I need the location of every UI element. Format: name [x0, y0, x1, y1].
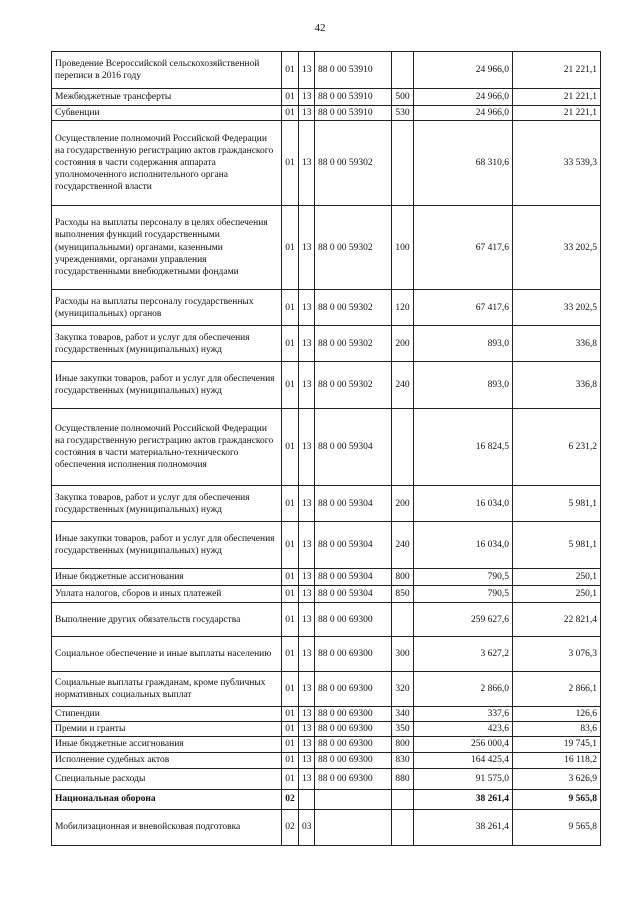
table-row: [52, 52, 601, 89]
row-amount-actual: 9 565,8: [513, 809, 601, 845]
row-name: Социальные выплаты гражданам, кроме публичных нормативных социальных выплат: [52, 672, 282, 707]
row-amount-plan: 16 034,0: [414, 486, 513, 522]
row-target-code: 88 0 00 59304: [315, 409, 392, 486]
row-amount-actual: 21 221,1: [513, 106, 601, 121]
table-row: [52, 722, 601, 737]
row-amount-actual: 250,1: [513, 586, 601, 603]
row-amount-plan: 16 034,0: [414, 522, 513, 569]
row-amount-actual: 21 221,1: [513, 52, 601, 89]
row-amount-plan: 24 966,0: [414, 52, 513, 89]
table-row: [52, 637, 601, 672]
row-amount-plan: 24 966,0: [414, 89, 513, 106]
row-section: 02: [282, 789, 299, 809]
row-amount-actual: 33 202,5: [513, 206, 601, 290]
row-target-code: 88 0 00 59302: [315, 290, 392, 326]
row-subsection: 13: [299, 722, 315, 737]
table-row: [52, 290, 601, 326]
row-section: 01: [282, 89, 299, 106]
row-target-code: 88 0 00 59304: [315, 486, 392, 522]
row-expense-type: 880: [392, 768, 414, 789]
row-name: Закупка товаров, работ и услуг для обеспечения государственных (муниципальных) нужд: [52, 326, 282, 362]
row-amount-plan: 68 310,6: [414, 121, 513, 206]
row-expense-type: [392, 121, 414, 206]
row-expense-type: [392, 52, 414, 89]
table-row: [52, 768, 601, 789]
row-target-code: 88 0 00 69300: [315, 637, 392, 672]
row-amount-actual: 5 981,1: [513, 522, 601, 569]
row-subsection: 13: [299, 106, 315, 121]
table-row: [52, 362, 601, 409]
row-subsection: 13: [299, 362, 315, 409]
row-subsection: 13: [299, 637, 315, 672]
row-target-code: [315, 789, 392, 809]
row-amount-actual: 21 221,1: [513, 89, 601, 106]
row-name: Осуществление полномочий Российской Федерации на государственную регистрацию актов гражданского состояния в части материально-технического обеспечения исполнения полномочия: [52, 409, 282, 486]
row-section: 01: [282, 522, 299, 569]
row-amount-plan: 38 261,4: [414, 809, 513, 845]
row-section: 01: [282, 586, 299, 603]
row-amount-plan: 67 417,6: [414, 290, 513, 326]
row-name: Исполнение судебных актов: [52, 752, 282, 768]
row-section: 01: [282, 409, 299, 486]
row-expense-type: [392, 809, 414, 845]
row-amount-plan: 893,0: [414, 326, 513, 362]
row-name: Иные бюджетные ассигнования: [52, 737, 282, 752]
row-expense-type: 500: [392, 89, 414, 106]
row-amount-actual: 6 231,2: [513, 409, 601, 486]
row-expense-type: 240: [392, 522, 414, 569]
row-amount-plan: 24 966,0: [414, 106, 513, 121]
row-expense-type: 340: [392, 707, 414, 722]
row-name: Закупка товаров, работ и услуг для обеспечения государственных (муниципальных) нужд: [52, 486, 282, 522]
row-section: 01: [282, 569, 299, 586]
row-name: Иные бюджетные ассигнования: [52, 569, 282, 586]
row-name: Социальное обеспечение и иные выплаты населению: [52, 637, 282, 672]
row-amount-actual: 2 866,1: [513, 672, 601, 707]
row-amount-actual: 336,8: [513, 362, 601, 409]
row-target-code: 88 0 00 69300: [315, 768, 392, 789]
row-expense-type: [392, 789, 414, 809]
row-amount-plan: 91 575,0: [414, 768, 513, 789]
row-section: 01: [282, 121, 299, 206]
row-amount-plan: 16 824,5: [414, 409, 513, 486]
row-section: 01: [282, 326, 299, 362]
row-section: 01: [282, 672, 299, 707]
row-name: Расходы на выплаты персоналу в целях обеспечения выполнения функций государственными (муниципальными) органами, казенными учреждениями, органами управления государственными внебюджетными фондами: [52, 206, 282, 290]
row-expense-type: 300: [392, 637, 414, 672]
row-target-code: 88 0 00 59302: [315, 206, 392, 290]
row-target-code: 88 0 00 69300: [315, 707, 392, 722]
row-target-code: 88 0 00 59302: [315, 121, 392, 206]
row-target-code: 88 0 00 53910: [315, 52, 392, 89]
row-subsection: 13: [299, 52, 315, 89]
row-name: Иные закупки товаров, работ и услуг для обеспечения государственных (муниципальных) нужд: [52, 362, 282, 409]
row-target-code: 88 0 00 53910: [315, 106, 392, 121]
row-target-code: 88 0 00 69300: [315, 722, 392, 737]
row-target-code: [315, 809, 392, 845]
row-section: 01: [282, 707, 299, 722]
row-amount-plan: 423,6: [414, 722, 513, 737]
table-row: [52, 206, 601, 290]
table-row: [52, 752, 601, 768]
row-expense-type: [392, 603, 414, 637]
row-name: Проведение Всероссийской сельскохозяйственной переписи в 2016 году: [52, 52, 282, 89]
row-expense-type: 850: [392, 586, 414, 603]
row-subsection: 13: [299, 707, 315, 722]
row-subsection: 13: [299, 89, 315, 106]
table-row: [52, 737, 601, 752]
row-target-code: 88 0 00 53910: [315, 89, 392, 106]
row-subsection: 13: [299, 522, 315, 569]
row-name: Расходы на выплаты персоналу государственных (муниципальных) органов: [52, 290, 282, 326]
row-section: 01: [282, 722, 299, 737]
row-expense-type: 120: [392, 290, 414, 326]
row-amount-actual: 16 118,2: [513, 752, 601, 768]
row-target-code: 88 0 00 59302: [315, 326, 392, 362]
row-amount-plan: 256 000,4: [414, 737, 513, 752]
table-row: [52, 486, 601, 522]
row-section: 02: [282, 809, 299, 845]
table-row: [52, 121, 601, 206]
row-amount-actual: 126,6: [513, 707, 601, 722]
row-section: 01: [282, 362, 299, 409]
table-row: [52, 522, 601, 569]
row-expense-type: 800: [392, 569, 414, 586]
row-amount-plan: 2 866,0: [414, 672, 513, 707]
row-subsection: 13: [299, 290, 315, 326]
row-amount-plan: 259 627,6: [414, 603, 513, 637]
row-subsection: 13: [299, 672, 315, 707]
row-amount-plan: 790,5: [414, 569, 513, 586]
row-amount-actual: 19 745,1: [513, 737, 601, 752]
row-name: Уплата налогов, сборов и иных платежей: [52, 586, 282, 603]
row-section: 01: [282, 486, 299, 522]
row-target-code: 88 0 00 69300: [315, 672, 392, 707]
row-amount-plan: 38 261,4: [414, 789, 513, 809]
row-amount-plan: 67 417,6: [414, 206, 513, 290]
row-expense-type: 530: [392, 106, 414, 121]
row-amount-plan: 3 627,2: [414, 637, 513, 672]
table-row: [52, 106, 601, 121]
row-amount-plan: 790,5: [414, 586, 513, 603]
row-subsection: 13: [299, 486, 315, 522]
row-amount-actual: 3 626,9: [513, 768, 601, 789]
table-row: [52, 707, 601, 722]
row-subsection: 13: [299, 121, 315, 206]
row-subsection: 03: [299, 809, 315, 845]
row-target-code: 88 0 00 69300: [315, 603, 392, 637]
row-subsection: 13: [299, 409, 315, 486]
table-row: [52, 89, 601, 106]
row-amount-actual: 22 821,4: [513, 603, 601, 637]
row-target-code: 88 0 00 59304: [315, 522, 392, 569]
row-section: 01: [282, 637, 299, 672]
row-amount-plan: 337,6: [414, 707, 513, 722]
row-section: 01: [282, 206, 299, 290]
row-target-code: 88 0 00 59302: [315, 362, 392, 409]
row-section: 01: [282, 768, 299, 789]
row-name: Осуществление полномочий Российской Федерации на государственную регистрацию актов гражданского состояния в части содержания аппарата уполномоченного исполнительного органа государственной власти: [52, 121, 282, 206]
row-amount-plan: 164 425,4: [414, 752, 513, 768]
row-section: 01: [282, 52, 299, 89]
row-section: 01: [282, 106, 299, 121]
row-name: Субвенции: [52, 106, 282, 121]
row-target-code: 88 0 00 59304: [315, 569, 392, 586]
row-expense-type: 240: [392, 362, 414, 409]
row-expense-type: 350: [392, 722, 414, 737]
row-expense-type: 200: [392, 486, 414, 522]
row-amount-actual: 3 076,3: [513, 637, 601, 672]
row-name: Стипендии: [52, 707, 282, 722]
table-row: [52, 569, 601, 586]
row-section: 01: [282, 752, 299, 768]
row-subsection: 13: [299, 326, 315, 362]
row-name: Иные закупки товаров, работ и услуг для обеспечения государственных (муниципальных) нужд: [52, 522, 282, 569]
row-subsection: 13: [299, 768, 315, 789]
row-amount-plan: 893,0: [414, 362, 513, 409]
row-section: 01: [282, 290, 299, 326]
row-subsection: 13: [299, 737, 315, 752]
row-name: Национальная оборона: [52, 789, 282, 809]
row-amount-actual: 83,6: [513, 722, 601, 737]
page-number: 42: [314, 22, 326, 34]
table-row: [52, 789, 601, 809]
table-row: [52, 672, 601, 707]
row-amount-actual: 336,8: [513, 326, 601, 362]
row-expense-type: 800: [392, 737, 414, 752]
row-amount-actual: 33 539,3: [513, 121, 601, 206]
row-target-code: 88 0 00 59304: [315, 586, 392, 603]
row-subsection: 13: [299, 586, 315, 603]
row-expense-type: [392, 409, 414, 486]
table-row: [52, 603, 601, 637]
budget-table: [51, 51, 601, 846]
row-subsection: 13: [299, 603, 315, 637]
row-subsection: 13: [299, 752, 315, 768]
row-name: Мобилизационная и вневойсковая подготовка: [52, 809, 282, 845]
row-expense-type: 200: [392, 326, 414, 362]
row-name: Межбюджетные трансферты: [52, 89, 282, 106]
row-target-code: 88 0 00 69300: [315, 752, 392, 768]
row-target-code: 88 0 00 69300: [315, 737, 392, 752]
row-subsection: 13: [299, 569, 315, 586]
row-section: 01: [282, 737, 299, 752]
row-amount-actual: 5 981,1: [513, 486, 601, 522]
row-name: Премии и гранты: [52, 722, 282, 737]
table-row: [52, 586, 601, 603]
row-name: Специальные расходы: [52, 768, 282, 789]
row-expense-type: 320: [392, 672, 414, 707]
row-subsection: 13: [299, 206, 315, 290]
table-row: [52, 809, 601, 845]
row-expense-type: 100: [392, 206, 414, 290]
row-section: 01: [282, 603, 299, 637]
row-name: Выполнение других обязательств государства: [52, 603, 282, 637]
row-amount-actual: 9 565,8: [513, 789, 601, 809]
table-row: [52, 409, 601, 486]
table-row: [52, 326, 601, 362]
row-expense-type: 830: [392, 752, 414, 768]
row-amount-actual: 33 202,5: [513, 290, 601, 326]
row-subsection: [299, 789, 315, 809]
row-amount-actual: 250,1: [513, 569, 601, 586]
